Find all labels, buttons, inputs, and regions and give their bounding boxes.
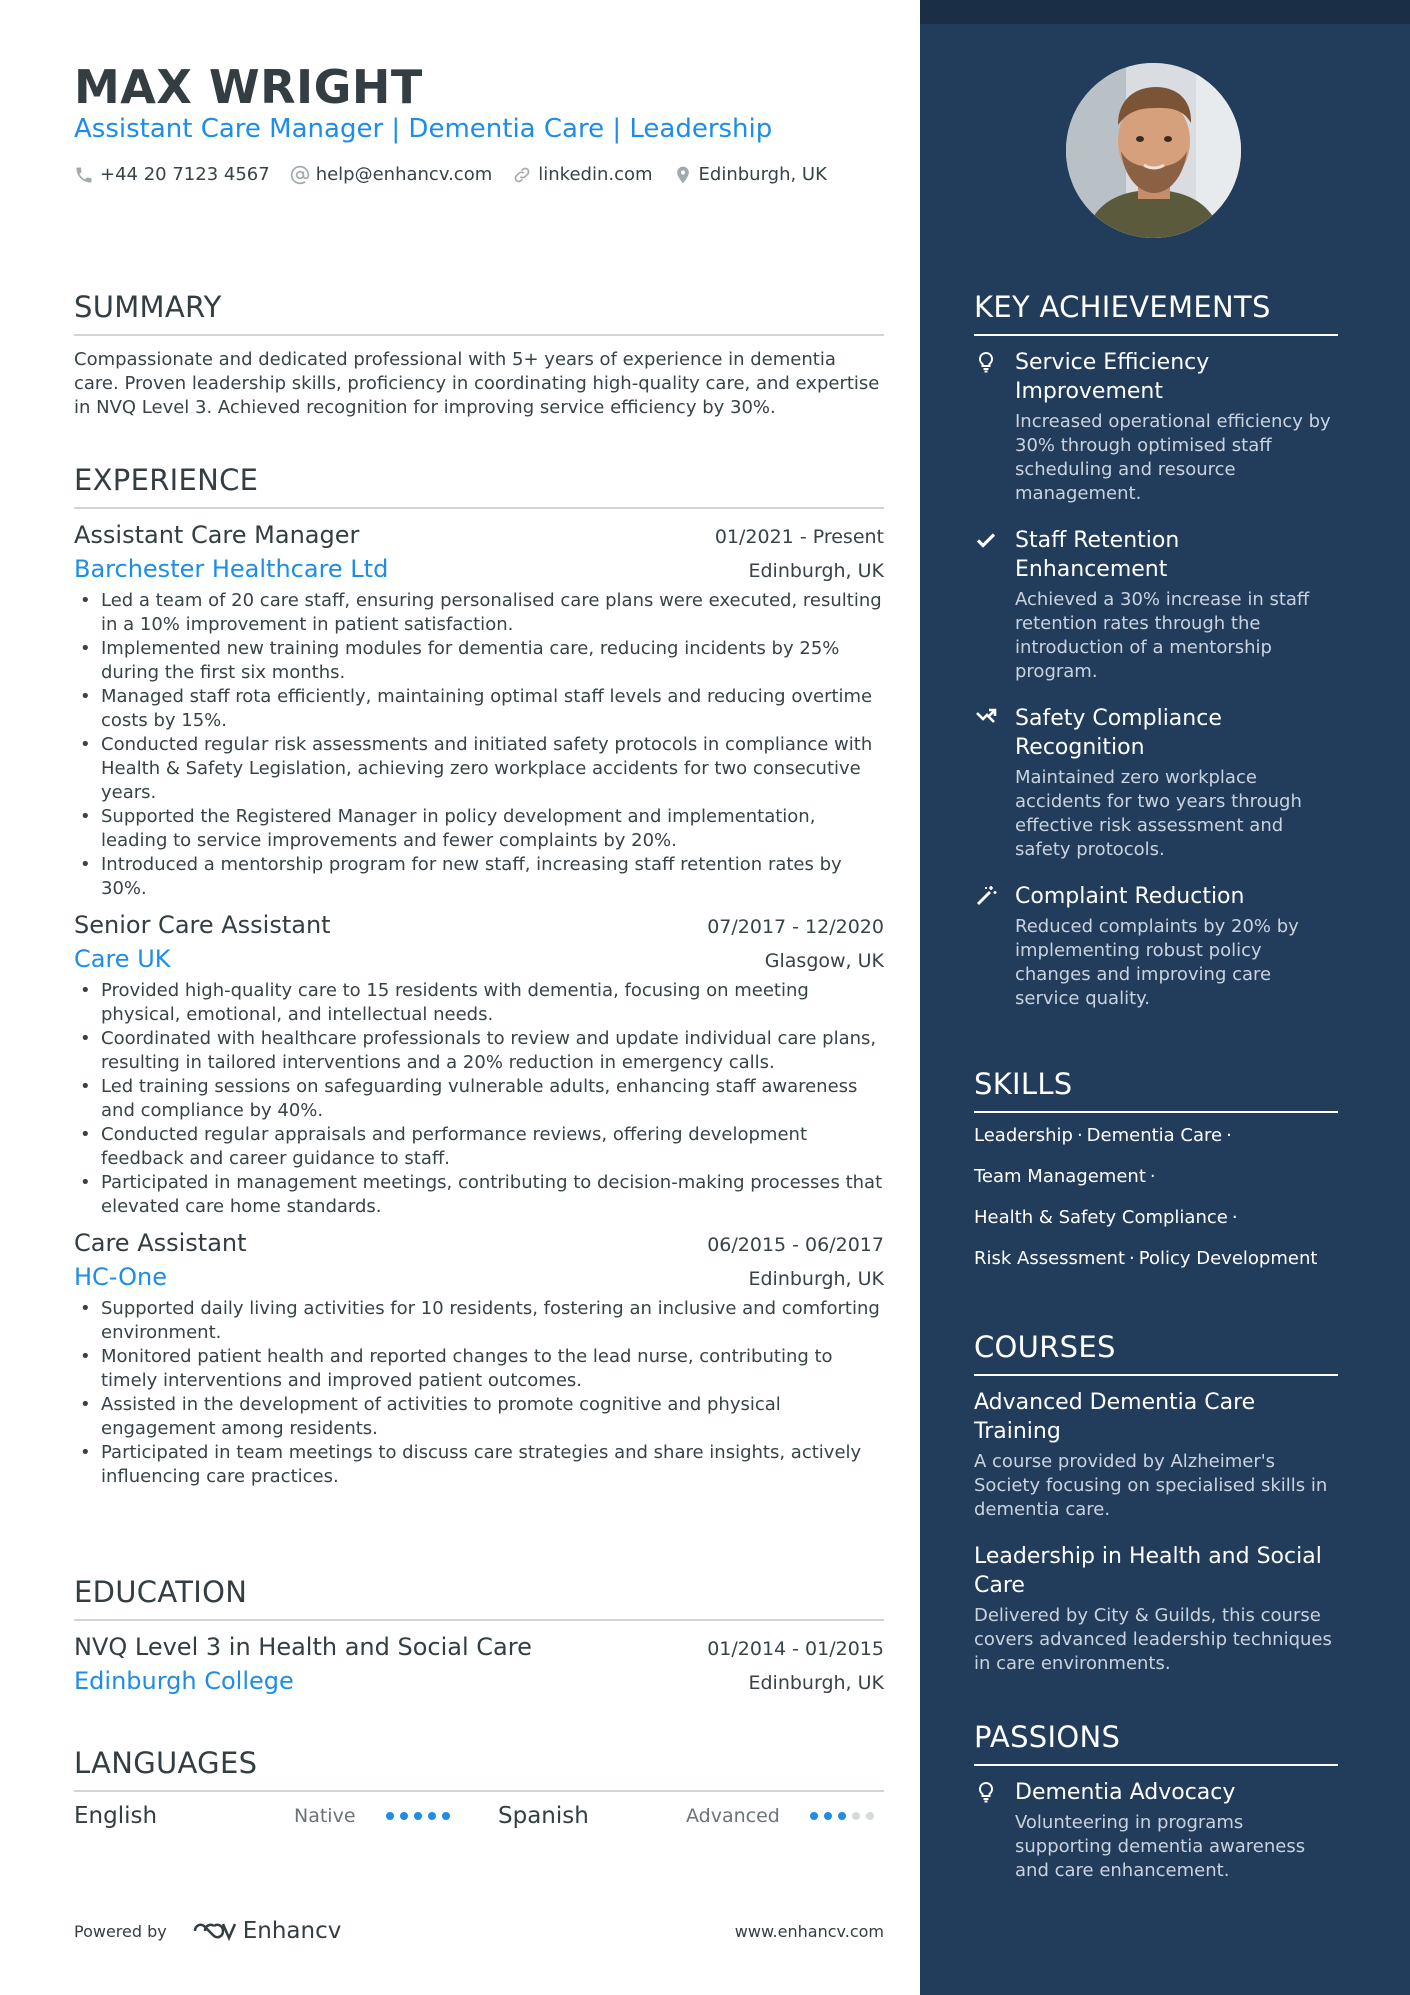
skill-tag: Risk Assessment bbox=[974, 1248, 1126, 1269]
job-company: Barchester Healthcare Ltd bbox=[74, 555, 389, 583]
phone-text: +44 20 7123 4567 bbox=[100, 164, 270, 185]
contact-location bbox=[673, 164, 827, 185]
job-entry bbox=[74, 1229, 884, 1489]
languages-section bbox=[74, 1746, 884, 1836]
linkedin-text: linkedin.com bbox=[538, 164, 653, 185]
proficiency-dot-filled bbox=[386, 1812, 394, 1820]
course-item bbox=[974, 1542, 1338, 1676]
section-title: EDUCATION bbox=[74, 1575, 884, 1621]
proficiency-dot-filled bbox=[442, 1812, 450, 1820]
job-entry bbox=[74, 521, 884, 901]
skill-tag: Team Management bbox=[974, 1166, 1146, 1187]
language-name: Spanish bbox=[498, 1803, 589, 1829]
bullet-item: • Supported the Registered Manager in policy development and implementation, leading to service improvements and fewer complaints by 20%. bbox=[74, 805, 884, 853]
magic-wand-icon bbox=[974, 884, 998, 908]
achievement-description: Increased operational efficiency by 30% through optimised staff scheduling and resource management. bbox=[1015, 411, 1331, 504]
bullet-item: • Supported daily living activities for 10 residents, fostering an inclusive and comforting environment. bbox=[74, 1297, 884, 1345]
sidebar bbox=[920, 0, 1410, 1995]
job-location: Edinburgh, UK bbox=[748, 1268, 884, 1290]
job-role: Senior Care Assistant bbox=[74, 911, 331, 939]
job-bullets bbox=[74, 979, 884, 1219]
location-pin-icon bbox=[673, 165, 693, 185]
courses-section bbox=[974, 1330, 1338, 1696]
school-location: Edinburgh, UK bbox=[748, 1672, 884, 1694]
check-icon bbox=[974, 528, 998, 552]
education-section bbox=[74, 1575, 884, 1695]
achievement-item bbox=[974, 348, 1338, 506]
contact-bar bbox=[74, 164, 847, 185]
skills-section bbox=[974, 1067, 1338, 1279]
course-description: A course provided by Alzheimer's Society focusing on specialised skills in dementia care. bbox=[974, 1451, 1328, 1520]
bullet-item: • Led training sessions on safeguarding vulnerable adults, enhancing staff awareness and compliance by 40%. bbox=[74, 1075, 884, 1123]
powered-by bbox=[74, 1918, 341, 1944]
degree-title: NVQ Level 3 in Health and Social Care bbox=[74, 1633, 532, 1661]
job-role: Assistant Care Manager bbox=[74, 521, 360, 549]
section-title: COURSES bbox=[974, 1330, 1338, 1376]
course-title: Leadership in Health and Social Care bbox=[974, 1544, 1322, 1598]
bullet-item: • Assisted in the development of activities to promote cognitive and physical engagement among residents. bbox=[74, 1393, 884, 1441]
skill-tag: Policy Development bbox=[1138, 1248, 1318, 1269]
education-dates: 01/2014 - 01/2015 bbox=[707, 1638, 884, 1660]
job-company: Care UK bbox=[74, 945, 171, 973]
at-icon bbox=[290, 165, 310, 185]
proficiency-dot-filled bbox=[428, 1812, 436, 1820]
achievement-title: Safety Compliance Recognition bbox=[1015, 706, 1222, 760]
bullet-item: • Introduced a mentorship program for new staff, increasing staff retention rates by 30%. bbox=[74, 853, 884, 901]
proficiency-dot-filled bbox=[824, 1812, 832, 1820]
languages-row bbox=[74, 1796, 884, 1836]
proficiency-dot-filled bbox=[838, 1812, 846, 1820]
job-bullets bbox=[74, 589, 884, 901]
proficiency-dot-filled bbox=[414, 1812, 422, 1820]
job-dates: 01/2021 - Present bbox=[714, 526, 884, 548]
job-location: Glasgow, UK bbox=[764, 950, 884, 972]
location-text: Edinburgh, UK bbox=[698, 164, 827, 185]
job-role: Care Assistant bbox=[74, 1229, 247, 1257]
skill-tag: Dementia Care bbox=[1086, 1125, 1223, 1146]
bullet-item: • Conducted regular appraisals and performance reviews, offering development feedback and career guidance to staff. bbox=[74, 1123, 884, 1171]
sidebar-top-strip bbox=[920, 0, 1410, 24]
enhancv-logo-icon bbox=[191, 1919, 237, 1943]
job-dates: 07/2017 - 12/2020 bbox=[707, 916, 884, 938]
section-title: PASSIONS bbox=[974, 1720, 1338, 1766]
bullet-item: • Monitored patient health and reported changes to the lead nurse, contributing to timely interventions and improved patient outcomes. bbox=[74, 1345, 884, 1393]
achievement-item bbox=[974, 882, 1338, 1011]
website-link[interactable]: www.enhancv.com bbox=[734, 1921, 884, 1941]
section-title: SKILLS bbox=[974, 1067, 1338, 1113]
bullet-item: • Implemented new training modules for dementia care, reducing incidents by 25% during the first six months. bbox=[74, 637, 884, 685]
language-level: Native bbox=[294, 1805, 356, 1827]
summary-section bbox=[74, 290, 884, 420]
achievement-item bbox=[974, 704, 1338, 862]
skill-tag: Leadership bbox=[974, 1125, 1073, 1146]
section-title: LANGUAGES bbox=[74, 1746, 884, 1792]
bullet-item: • Provided high-quality care to 15 residents with dementia, focusing on meeting physical, emotional, and intellectual needs. bbox=[74, 979, 884, 1027]
language-proficiency-dots bbox=[386, 1812, 498, 1820]
profile-photo bbox=[1066, 63, 1241, 238]
achievement-title: Complaint Reduction bbox=[1015, 884, 1245, 909]
trend-arrow-icon bbox=[974, 706, 998, 730]
course-title: Advanced Dementia Care Training bbox=[974, 1390, 1256, 1444]
passion-title: Dementia Advocacy bbox=[1015, 1780, 1236, 1805]
achievement-description: Maintained zero workplace accidents for two years through effective risk assessment and safety protocols. bbox=[1015, 767, 1302, 860]
lightbulb-icon bbox=[974, 1780, 998, 1804]
section-title: EXPERIENCE bbox=[74, 463, 884, 509]
powered-by-label: Powered by bbox=[74, 1921, 167, 1941]
bullet-item: • Participated in management meetings, contributing to decision-making processes that elevated care home standards. bbox=[74, 1171, 884, 1219]
footer bbox=[74, 1918, 884, 1944]
language-name: English bbox=[74, 1803, 158, 1829]
section-title: SUMMARY bbox=[74, 290, 884, 336]
school-name: Edinburgh College bbox=[74, 1667, 294, 1695]
link-icon bbox=[512, 165, 532, 185]
job-company: HC-One bbox=[74, 1263, 167, 1291]
phone-icon bbox=[74, 165, 94, 185]
proficiency-dot-filled bbox=[810, 1812, 818, 1820]
brand-name: Enhancv bbox=[242, 1918, 342, 1944]
section-title: KEY ACHIEVEMENTS bbox=[974, 290, 1338, 336]
contact-phone[interactable] bbox=[74, 164, 270, 185]
language-level: Advanced bbox=[686, 1805, 780, 1827]
email-text: help@enhancv.com bbox=[315, 164, 493, 185]
achievement-title: Service Efficiency Improvement bbox=[1015, 350, 1210, 404]
achievements-section bbox=[974, 290, 1338, 1031]
enhancv-logo[interactable] bbox=[191, 1918, 342, 1944]
passion-item bbox=[974, 1778, 1338, 1883]
bullet-item: • Coordinated with healthcare professionals to review and update individual care plans, resulting in tailored interventions and a 20% reduction in emergency calls. bbox=[74, 1027, 884, 1075]
achievement-description: Achieved a 30% increase in staff retention rates through the introduction of a mentorship program. bbox=[1015, 589, 1310, 682]
job-location: Edinburgh, UK bbox=[748, 560, 884, 582]
course-description: Delivered by City & Guilds, this course covers advanced leadership techniques in care environments. bbox=[974, 1605, 1332, 1674]
passion-description: Volunteering in programs supporting dementia awareness and care enhancement. bbox=[1015, 1812, 1306, 1881]
bullet-item: • Led a team of 20 care staff, ensuring personalised care plans were executed, resulting in a 10% improvement in patient satisfaction. bbox=[74, 589, 884, 637]
achievement-title: Staff Retention Enhancement bbox=[1015, 528, 1180, 582]
contact-linkedin[interactable] bbox=[512, 164, 652, 185]
profile-photo-illustration bbox=[1066, 63, 1241, 238]
bullet-item: • Conducted regular risk assessments and initiated safety protocols in compliance with Health & Safety Legislation, achieving zero workplace accidents for two consecutive years. bbox=[74, 733, 884, 805]
bullet-item: • Participated in team meetings to discuss care strategies and share insights, actively influencing care practices. bbox=[74, 1441, 884, 1489]
proficiency-dot-empty bbox=[852, 1812, 860, 1820]
job-dates: 06/2015 - 06/2017 bbox=[707, 1234, 884, 1256]
proficiency-dot-empty bbox=[866, 1812, 874, 1820]
headline: Assistant Care Manager | Dementia Care | Leadership bbox=[74, 114, 773, 144]
contact-email[interactable] bbox=[290, 164, 493, 185]
summary-text: Compassionate and dedicated professional with 5+ years of experience in dementia care. Proven leadership skills, proficiency in coordinating high-quality care, and expertise in NVQ Level 3. Achieved recognition for improving service efficiency by 30%. bbox=[74, 349, 880, 418]
course-item bbox=[974, 1388, 1338, 1522]
experience-section bbox=[74, 463, 884, 1499]
language-proficiency-dots bbox=[810, 1812, 880, 1820]
passions-section bbox=[974, 1720, 1338, 1903]
skill-tag: Health & Safety Compliance bbox=[974, 1207, 1228, 1228]
job-entry bbox=[74, 911, 884, 1219]
lightbulb-icon bbox=[974, 350, 998, 374]
achievement-item bbox=[974, 526, 1338, 684]
job-bullets bbox=[74, 1297, 884, 1489]
skills-list: Leadership · Dementia Care · Team Management · Health & Safety Compliance · Risk Assessment · Policy Development bbox=[974, 1125, 1318, 1269]
candidate-name: MAX WRIGHT bbox=[74, 60, 423, 114]
achievement-description: Reduced complaints by 20% by implementing robust policy changes and improving care service quality. bbox=[1015, 916, 1299, 1009]
bullet-item: • Managed staff rota efficiently, maintaining optimal staff levels and reducing overtime costs by 15%. bbox=[74, 685, 884, 733]
proficiency-dot-filled bbox=[400, 1812, 408, 1820]
